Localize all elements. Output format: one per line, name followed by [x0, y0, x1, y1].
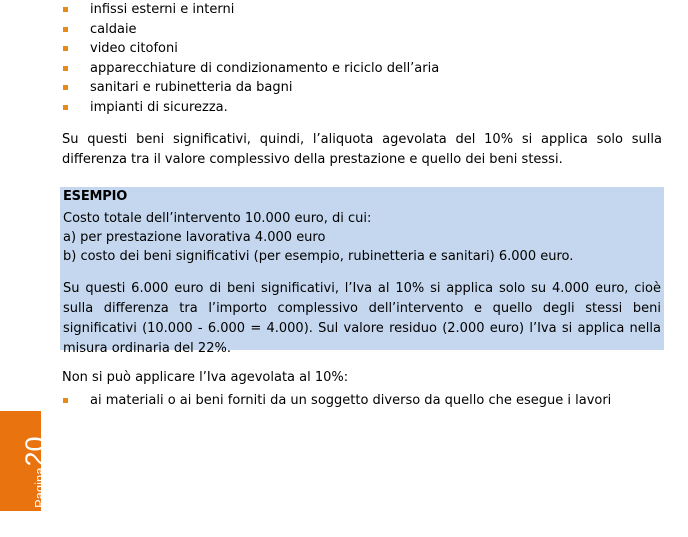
list-item: [62, 59, 439, 79]
outro-paragraph: Non si può applicare l’Iva agevolata al 10%:: [62, 370, 349, 385]
list-item: [62, 98, 439, 118]
square-bullet-icon: [63, 66, 68, 71]
list-item-text: apparecchiature di condizionamento e riciclo dell’aria: [90, 60, 440, 76]
page-number: 20: [20, 436, 50, 467]
example-line: Costo totale dell’intervento 10.000 euro, di cui:: [63, 211, 372, 226]
square-bullet-icon: [63, 7, 68, 12]
page-number-label: [20, 436, 51, 508]
list-item: [62, 39, 439, 59]
list-item: [62, 78, 439, 98]
list-item-text: video citofoni: [90, 41, 178, 56]
example-title: ESEMPIO: [63, 189, 128, 204]
list-item: [62, 0, 439, 20]
intro-paragraph: Su questi beni significativi, quindi, l’aliquota agevolata del 10% si applica solo sulla differenza tra il valore complessivo della prestazione e quello dei beni stessi.: [62, 132, 662, 167]
square-bullet-icon: [63, 46, 68, 51]
square-bullet-icon: [63, 85, 68, 90]
list-item-text: caldaie: [90, 21, 137, 37]
beni-significativi-list: [62, 0, 439, 117]
example-paragraph: Su questi 6.000 euro di beni significativi, l’Iva al 10% si applica solo su 4.000 euro, cioè sulla differenza tra l’importo complessivo dell’intervento e quello degli stessi beni significativi (10.000 - 6.000 = 4.000). Sul valore residuo (2.000 euro) l’Iva si applica nella misura ordinaria del 22%.: [63, 281, 661, 356]
example-line: b) costo dei beni significativi (per esempio, rubinetteria e sanitari) 6.000 euro.: [63, 249, 574, 264]
page-number-tab: [0, 411, 50, 511]
square-bullet-icon: [63, 398, 68, 403]
list-item: [62, 20, 439, 40]
list-item-text: impianti di sicurezza.: [90, 99, 228, 115]
page-word: Pagina: [32, 467, 47, 508]
square-bullet-icon: [63, 27, 68, 32]
list-item-text: sanitari e rubinetteria da bagni: [90, 80, 293, 95]
list-item-text: infissi esterni e interni: [90, 2, 235, 17]
example-line: a) per prestazione lavorativa 4.000 euro: [63, 230, 326, 245]
square-bullet-icon: [63, 105, 68, 110]
list-item-text: ai materiali o ai beni forniti da un soggetto diverso da quello che esegue i lavori: [90, 393, 612, 408]
excluded-items-list: [62, 391, 611, 411]
list-item: [62, 391, 611, 411]
example-box: [60, 187, 664, 356]
